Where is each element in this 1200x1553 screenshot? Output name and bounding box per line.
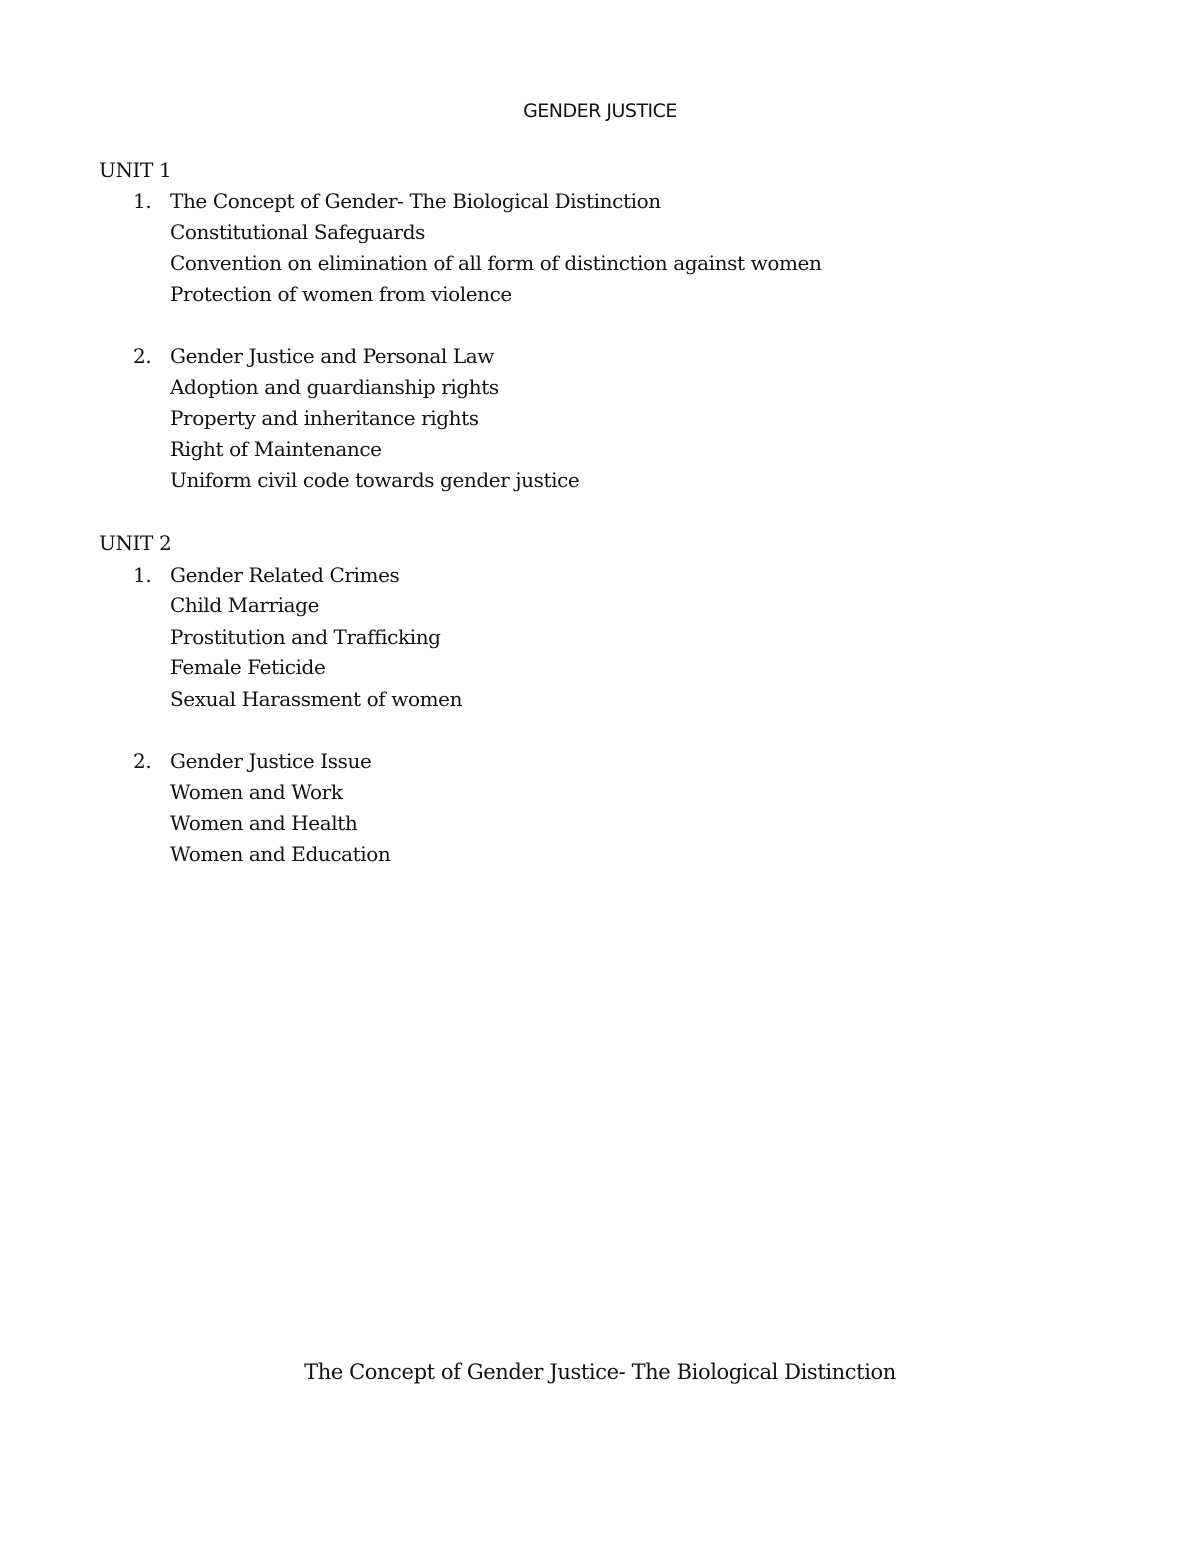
section-topic: Prostitution and Trafficking — [170, 625, 441, 649]
section-topic: Convention on elimination of all form of distinction against women — [170, 251, 822, 275]
section-topic: Women and Education — [170, 842, 391, 866]
section-heading: Gender Justice and Personal Law — [170, 344, 494, 368]
section-topic: Sexual Harassment of women — [170, 687, 463, 711]
section-topic: Women and Work — [170, 780, 343, 804]
section-number: 2. — [133, 749, 152, 773]
section-topic: Uniform civil code towards gender justice — [170, 468, 580, 492]
unit-2-label: UNIT 2 — [99, 531, 172, 555]
document-title: GENDER JUSTICE — [523, 100, 677, 122]
section-number: 1. — [133, 189, 152, 213]
section-topic: Women and Health — [170, 811, 358, 835]
section-topic: Right of Maintenance — [170, 437, 382, 461]
section-heading: Gender Related Crimes — [170, 563, 400, 587]
next-section-heading: The Concept of Gender Justice- The Biological Distinction — [304, 1360, 896, 1384]
section-topic: Protection of women from violence — [170, 282, 512, 306]
section-topic: Child Marriage — [170, 593, 320, 617]
section-topic: Property and inheritance rights — [170, 406, 479, 430]
section-heading: The Concept of Gender- The Biological Distinction — [170, 189, 661, 213]
section-topic: Female Feticide — [170, 655, 326, 679]
section-number: 2. — [133, 344, 152, 368]
section-topic: Adoption and guardianship rights — [170, 375, 499, 399]
unit-1-label: UNIT 1 — [99, 158, 172, 182]
section-topic: Constitutional Safeguards — [170, 220, 425, 244]
section-number: 1. — [133, 563, 152, 587]
section-heading: Gender Justice Issue — [170, 749, 372, 773]
